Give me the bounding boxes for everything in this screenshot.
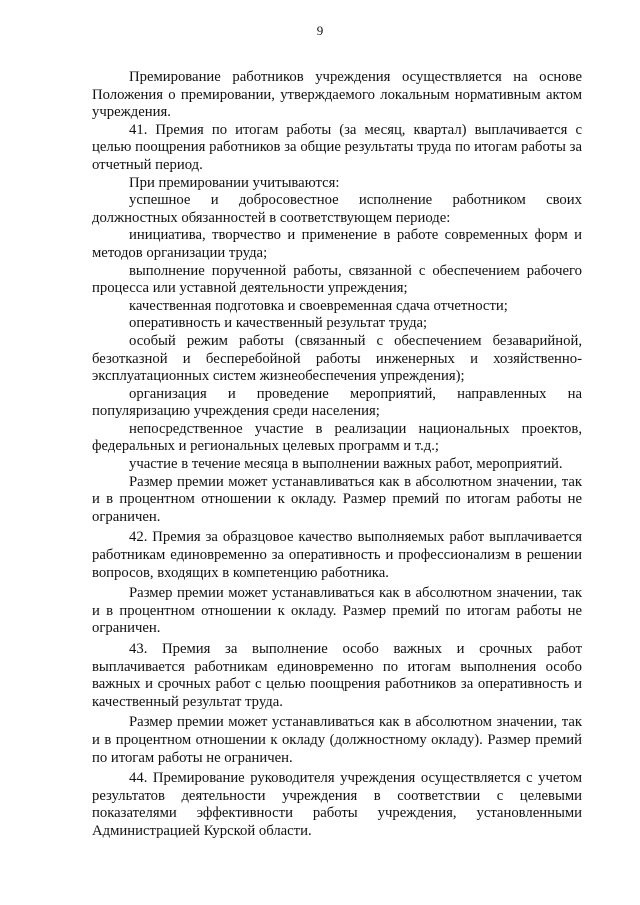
paragraph-premium-size: Размер премии может устанавливаться как в абсолютном значении, так и в процентном отношении к окладу. Размер премий по итогам работы не ограничен. bbox=[92, 585, 582, 637]
paragraph-premium-size: Размер премии может устанавливаться как в абсолютном значении, так и в процентном отношении к окладу (должностному окладу). Размер премий по итогам работы не ограничен. bbox=[92, 714, 582, 766]
list-item: успешное и добросовестное исполнение работником своих должностных обязанностей в соответствующем периоде: bbox=[92, 192, 582, 226]
list-item: качественная подготовка и своевременная сдача отчетности; bbox=[129, 297, 508, 314]
page-number: 9 bbox=[316, 23, 324, 38]
list-item: выполнение порученной работы, связанной с обеспечением рабочего процесса или уставной деятельности упреждения; bbox=[92, 262, 582, 297]
list-item: участие в течение месяца в выполнении важных работ, мероприятий. bbox=[129, 456, 563, 473]
paragraph-premium-size: Размер премии может устанавливаться как в абсолютном значении, так и в процентном отношении к окладу. Размер премий по итогам работы не ограничен. bbox=[92, 473, 582, 525]
paragraph-44: 44. Премирование руководителя учреждения осуществляется с учетом результатов деятельности учреждения в соответствии с целевыми показателями эффективности работы учреждения, установленными Администрацией Курской области. bbox=[92, 770, 582, 839]
list-item: организация и проведение мероприятий, направленных на популяризацию учреждения среди населения; bbox=[92, 385, 582, 420]
list-item: особый режим работы (связанный с обеспечением безаварийной, безотказной и бесперебойной работы инженерных и хозяйственно-эксплуатационных систем жизнеобеспечения упреждения); bbox=[92, 332, 582, 385]
document-body bbox=[92, 69, 582, 841]
list-item: непосредственное участие в реализации национальных проектов, федеральных и региональных целевых программ и т.д.; bbox=[92, 420, 582, 455]
list-item: оперативность и качественный результат труда; bbox=[129, 315, 428, 332]
paragraph-43: 43. Премия за выполнение особо важных и срочных работ выплачивается работникам единовременно по итогам выполнения особо важных и срочных работ с целью поощрения работников за оперативность и качественный результат труда. bbox=[92, 641, 582, 710]
paragraph-41: 41. Премия по итогам работы (за месяц, квартал) выплачивается с целью поощрения работников за общие результаты труда по итогам работы за отчетный период. bbox=[92, 121, 582, 173]
paragraph-criteria-heading: При премировании учитываются: bbox=[129, 174, 340, 191]
list-item: инициатива, творчество и применение в работе современных форм и методов организации труда; bbox=[92, 227, 582, 261]
paragraph-42: 42. Премия за образцовое качество выполняемых работ выплачивается работникам единовременно за оперативность и профессионализм в решении вопросов, входящих в компетенцию работника. bbox=[92, 529, 582, 581]
paragraph-intro: Премирование работников учреждения осуществляется на основе Положения о премировании, утверждаемого локальным нормативным актом учреждения. bbox=[92, 69, 582, 121]
